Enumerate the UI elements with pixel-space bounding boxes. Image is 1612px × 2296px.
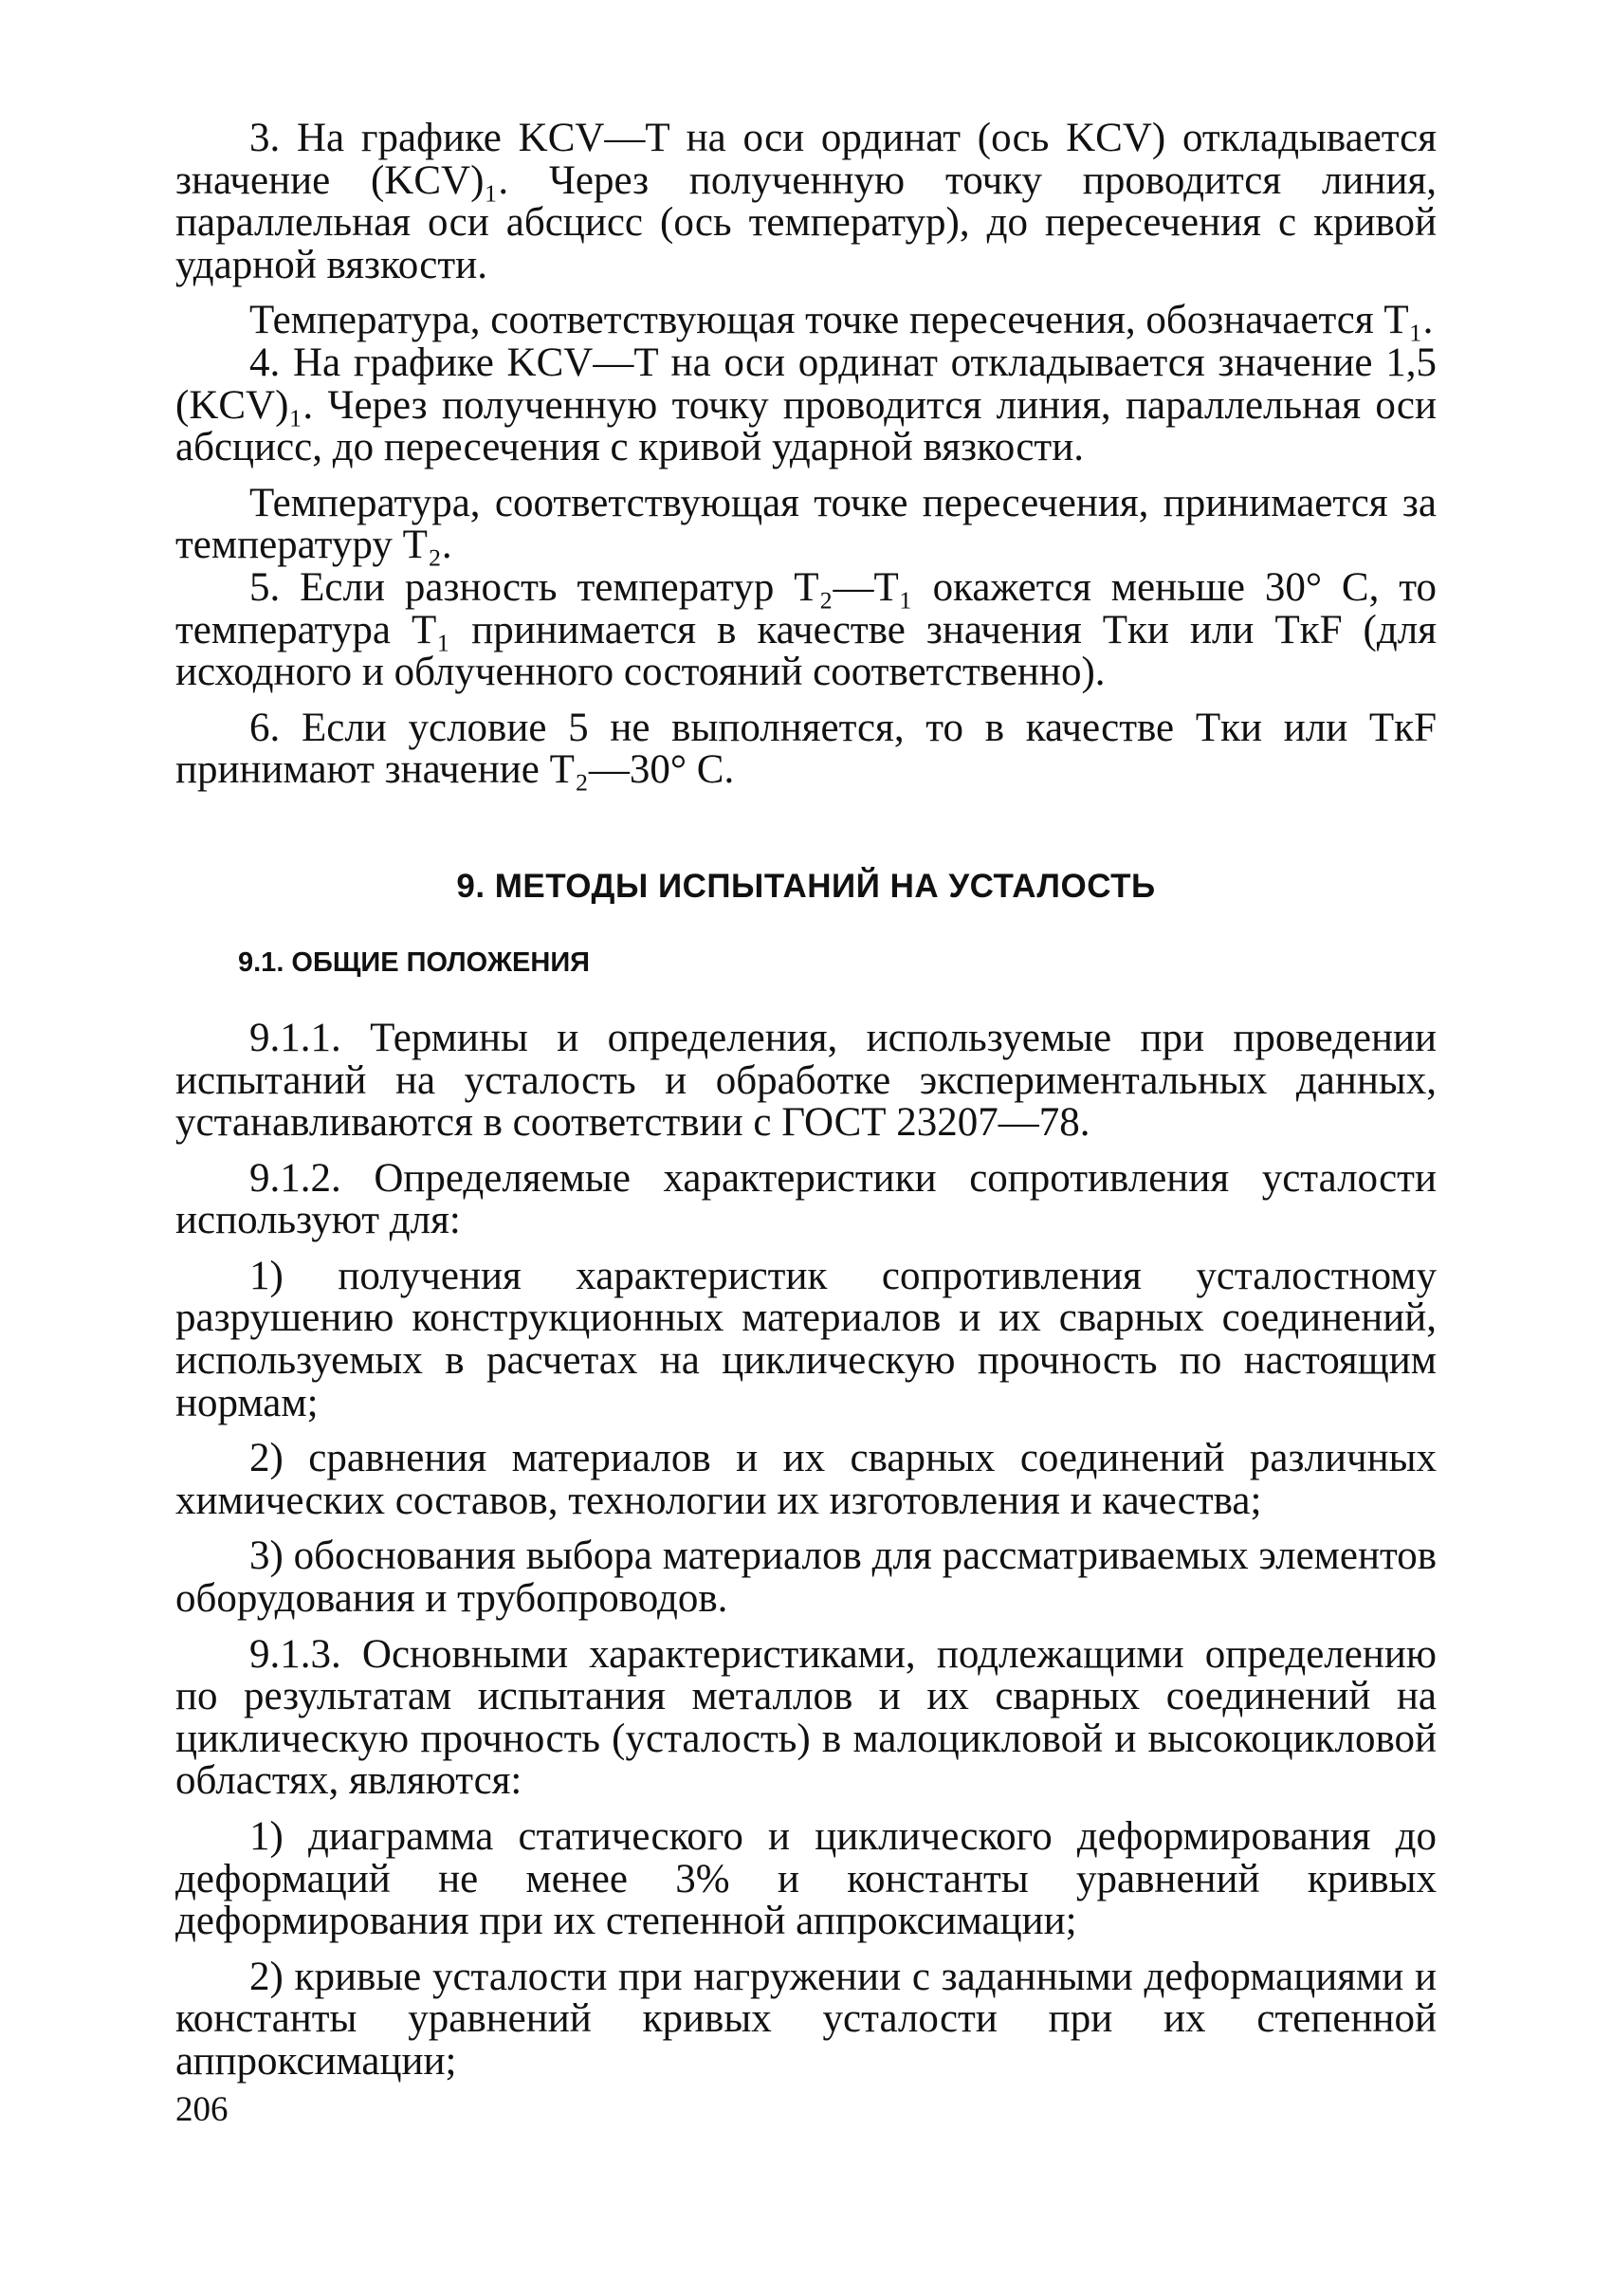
paragraph-9-1-2: 9.1.2. Определяемые характеристики сопротивления усталости используют для: (175, 1155, 1437, 1243)
page-content (175, 118, 1437, 2084)
list-item-9-1-2-1: 1) получения характеристик сопротивления усталостному разрушению конструкционных материалов и их сварных соединений, используемых в расчетах на циклическую прочность по настоящим нормам; (175, 1253, 1437, 1425)
list-item-9-1-3-1: 1) диаграмма статического и циклического деформирования до деформаций не менее 3% и константы уравнений кривых деформирования при их степенной аппроксимации; (175, 1814, 1437, 1944)
list-item-9-1-3-2: 2) кривые усталости при нагружении с заданными деформациями и константы уравнений кривых усталости при их степенной аппроксимации; (175, 1954, 1437, 2084)
list-item-9-1-2-3: 3) обоснования выбора материалов для рассматриваемых элементов оборудования и трубопроводов. (175, 1534, 1437, 1622)
paragraph-9-1-1: 9.1.1. Термины и определения, используемые при проведении испытаний на усталость и обработке экспериментальных данных, устанавливаются в соответствии с ГОСТ 23207—78. (175, 1015, 1437, 1146)
section-heading: 9. МЕТОДЫ ИСПЫТАНИЙ НА УСТАЛОСТЬ (456, 867, 1156, 905)
list-item-9-1-2-2: 2) сравнения материалов и их сварных соединений различных химических составов, технологии их изготовления и качества; (175, 1436, 1437, 1523)
paragraph-t1-definition: Температура, соответствующая точке пересечения, обозначается T₁. (249, 298, 1434, 343)
page-number: 206 (175, 2090, 229, 2129)
paragraph-6: 6. Если условие 5 не выполняется, то в качестве Tки или TкF принимают значение T₂—30° С. (175, 705, 1437, 793)
paragraph-3: 3. На графике KCV—T на оси ординат (ось KCV) откладывается значение (KCV)₁. Через полученную точку проводится линия, параллельная оси абсцисс (ось температур), до пересечения с кривой ударной вязкости. (175, 116, 1437, 287)
paragraph-5: 5. Если разность температур T₂—T₁ окажется меньше 30° С, то температура T₁ принимается в качестве значения Tки или TкF (для исходного и облученного состояний соответственно). (175, 564, 1437, 695)
subsection-heading: 9.1. ОБЩИЕ ПОЛОЖЕНИЯ (238, 946, 591, 978)
paragraph-4: 4. На графике KCV—T на оси ординат откладывается значение 1,5 (KCV)₁. Через полученную точку проводится линия, параллельная оси абсцисс, до пересечения с кривой ударной вязкости. (175, 340, 1437, 470)
paragraph-t2-definition: Температура, соответствующая точке пересечения, принимается за температуру T₂. (175, 480, 1437, 568)
paragraph-9-1-3: 9.1.3. Основными характеристиками, подлежащими определению по результатам испытания металлов и их сварных соединений на циклическую прочность (усталость) в малоцикловой и высокоцикловой областях, являются: (175, 1631, 1437, 1804)
